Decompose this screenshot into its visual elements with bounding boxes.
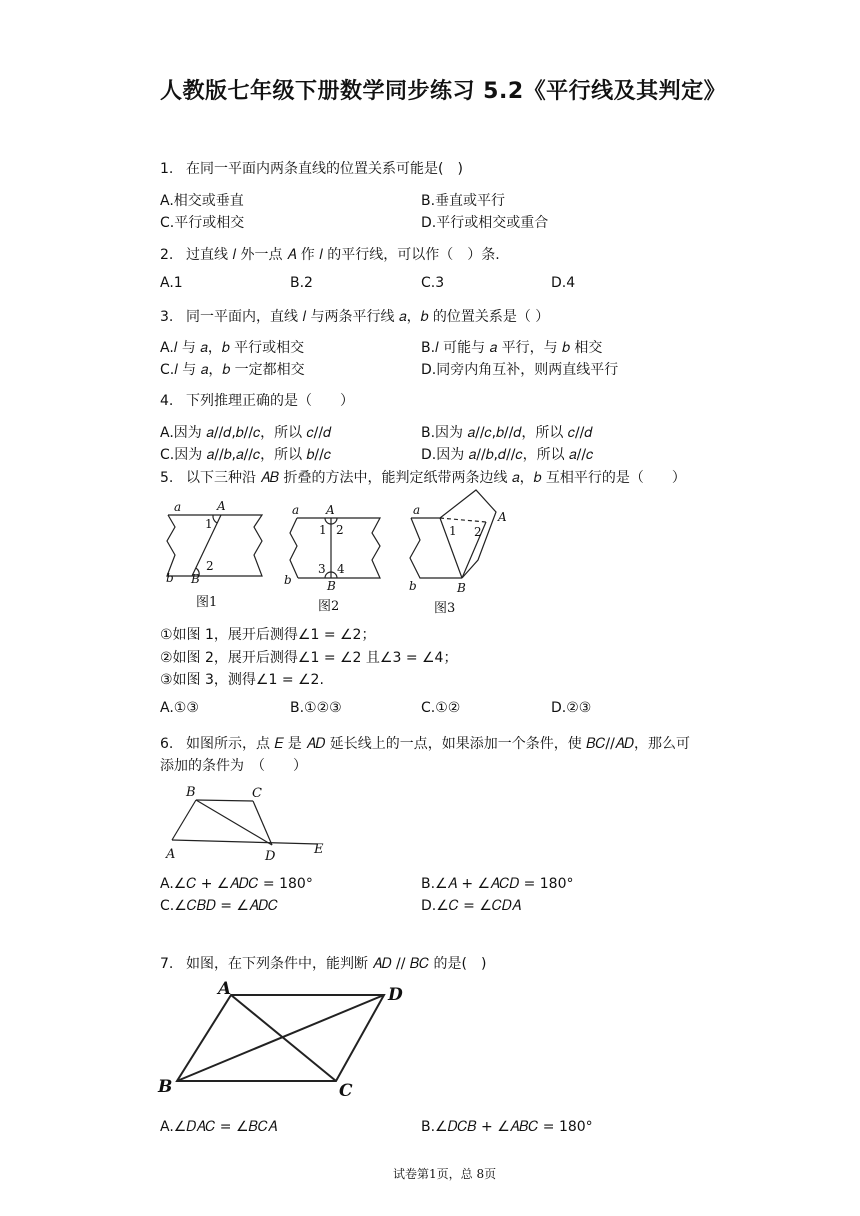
svg-text:D: D	[388, 985, 403, 1005]
svg-text:A: A	[498, 510, 507, 524]
option-c[interactable]: C.平行或相交	[160, 215, 245, 231]
question-text: 同一平面内，直线 𝑙 与两条平行线 𝑎，𝑏 的位置关系是（ ）	[186, 309, 550, 325]
svg-text:A: A	[326, 503, 335, 517]
question-number: 5.	[160, 470, 174, 486]
question-3	[160, 306, 549, 326]
question-7	[160, 953, 486, 973]
question-number: 3.	[160, 309, 174, 325]
option-b[interactable]: B.垂直或平行	[421, 193, 506, 209]
question-number: 7.	[160, 956, 174, 972]
svg-text:b: b	[166, 571, 174, 585]
svg-text:a: a	[413, 503, 421, 517]
svg-text:B: B	[457, 581, 466, 595]
svg-text:a: a	[174, 500, 182, 514]
option-b[interactable]: B.因为 𝑎//𝑐,𝑏//𝑑，所以 𝑐//𝑑	[421, 425, 593, 441]
svg-text:B: B	[158, 1077, 173, 1097]
question-number: 4.	[160, 393, 174, 409]
svg-text:D: D	[265, 849, 276, 864]
option-c[interactable]: C.𝑙 与 𝑎，𝑏 一定都相交	[160, 362, 305, 378]
svg-text:2: 2	[206, 559, 214, 573]
svg-text:a: a	[292, 503, 300, 517]
svg-text:2: 2	[336, 523, 344, 537]
question-text-continued: 添加的条件为 （ ）	[160, 758, 307, 774]
page-footer: 试卷第1页，总 8页	[393, 1167, 497, 1181]
figure-3-label: 图3	[434, 601, 456, 616]
option-d[interactable]: D.4	[551, 275, 576, 291]
figure-2-label: 图2	[318, 599, 340, 614]
svg-text:2: 2	[474, 525, 482, 539]
question-4	[160, 390, 354, 410]
option-a[interactable]: A.①③	[160, 700, 199, 716]
svg-text:B: B	[186, 785, 196, 800]
question-text: 下列推理正确的是（ ）	[186, 393, 354, 409]
svg-text:B: B	[191, 572, 200, 586]
svg-text:A: A	[218, 979, 232, 999]
question-5	[160, 467, 686, 487]
statement-2: ②如图 2，展开后测得∠1 = ∠2 且∠3 = ∠4；	[160, 650, 458, 666]
statement-3: ③如图 3，测得∠1 = ∠2.	[160, 672, 324, 688]
svg-text:E: E	[314, 842, 324, 857]
option-b[interactable]: B.①②③	[290, 700, 342, 716]
page-title: 人教版七年级下册数学同步练习 5.2《平行线及其判定》	[160, 79, 727, 104]
option-a[interactable]: A.𝑙 与 𝑎，𝑏 平行或相交	[160, 340, 305, 356]
svg-text:A: A	[217, 499, 226, 513]
question-6	[160, 733, 690, 753]
option-b[interactable]: B.∠𝐷𝐶𝐵 + ∠𝐴𝐵𝐶 = 180°	[421, 1119, 593, 1135]
question-text: 过直线 𝑙 外一点 𝐴 作 𝑙 的平行线，可以作（ ）条.	[186, 247, 500, 263]
question-number: 6.	[160, 736, 174, 752]
svg-text:3: 3	[318, 562, 326, 576]
option-c[interactable]: C.①②	[421, 700, 461, 716]
question-1	[160, 158, 463, 178]
question-2	[160, 244, 500, 264]
option-a[interactable]: A.∠𝐶 + ∠𝐴𝐷𝐶 = 180°	[160, 876, 313, 892]
option-a[interactable]: A.∠𝐷𝐴𝐶 = ∠𝐵𝐶𝐴	[160, 1119, 278, 1135]
option-c[interactable]: C.∠𝐶𝐵𝐷 = ∠𝐴𝐷𝐶	[160, 898, 278, 914]
option-b[interactable]: B.𝑙 可能与 𝑎 平行，与 𝑏 相交	[421, 340, 603, 356]
svg-text:C: C	[252, 786, 262, 801]
svg-text:4: 4	[337, 562, 345, 576]
option-b[interactable]: B.2	[290, 275, 313, 291]
option-d[interactable]: D.同旁内角互补，则两直线平行	[421, 362, 619, 378]
option-c[interactable]: C.3	[421, 275, 445, 291]
option-d[interactable]: D.平行或相交或重合	[421, 215, 549, 231]
option-c[interactable]: C.因为 𝑎//𝑏,𝑎//𝑐，所以 𝑏//𝑐	[160, 447, 331, 463]
question-text: 在同一平面内两条直线的位置关系可能是( )	[186, 161, 463, 177]
statement-1: ①如图 1，展开后测得∠1 = ∠2；	[160, 627, 376, 643]
question-number: 1.	[160, 161, 174, 177]
option-d[interactable]: D.因为 𝑎//𝑏,𝑑//𝑐，所以 𝑎//𝑐	[421, 447, 594, 463]
option-a[interactable]: A.相交或垂直	[160, 193, 244, 209]
parallelogram-figure	[155, 976, 415, 1101]
svg-text:b: b	[284, 573, 292, 587]
fold-figures	[155, 488, 520, 618]
option-d[interactable]: D.②③	[551, 700, 592, 716]
option-a[interactable]: A.因为 𝑎//𝑑,𝑏//𝑐，所以 𝑐//𝑑	[160, 425, 332, 441]
trapezoid-figure	[160, 780, 335, 865]
option-b[interactable]: B.∠𝐴 + ∠𝐴𝐶𝐷 = 180°	[421, 876, 574, 892]
svg-text:1: 1	[449, 524, 457, 538]
option-d[interactable]: D.∠𝐶 = ∠𝐶𝐷𝐴	[421, 898, 521, 914]
svg-text:B: B	[327, 579, 336, 593]
svg-text:1: 1	[319, 523, 327, 537]
svg-text:A: A	[166, 847, 176, 862]
figure-1-label: 图1	[196, 595, 218, 610]
svg-text:b: b	[409, 579, 417, 593]
question-text: 如图所示，点 𝐸 是 𝐴𝐷 延长线上的一点，如果添加一个条件，使 𝐵𝐶//𝐴𝐷，那么可	[186, 736, 690, 752]
question-text: 如图，在下列条件中，能判断 𝐴𝐷 // 𝐵𝐶 的是( )	[186, 956, 487, 972]
svg-text:1: 1	[205, 517, 213, 531]
svg-text:C: C	[339, 1081, 353, 1101]
question-text: 以下三种沿 𝐴𝐵 折叠的方法中，能判定纸带两条边线 𝑎，𝑏 互相平行的是（ ）	[186, 470, 686, 486]
option-a[interactable]: A.1	[160, 275, 183, 291]
question-number: 2.	[160, 247, 174, 263]
